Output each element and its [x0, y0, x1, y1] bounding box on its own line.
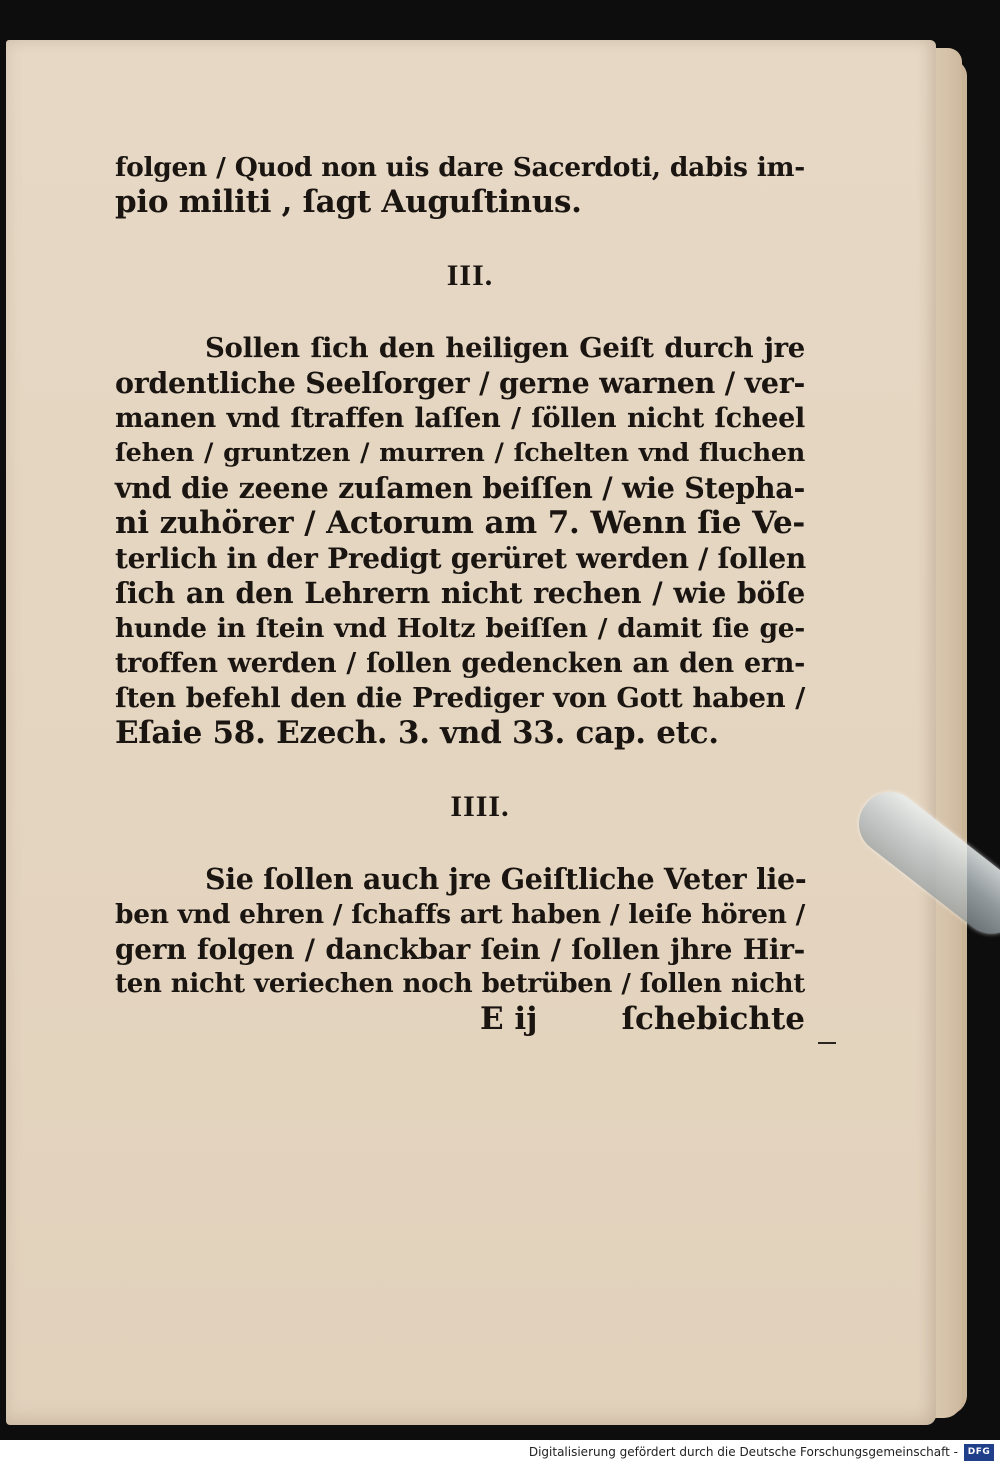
text-line: ſich an den Lehrern nicht rechen / wie böſe [115, 576, 805, 610]
text-line: ſten befehl den die Prediger von Gott haben / [115, 682, 805, 714]
text-line: pio militi , ſagt Auguſtinus. [115, 184, 582, 220]
signature-mark: E ij [480, 1001, 538, 1037]
catchword: ſchebichte [621, 1001, 805, 1037]
text-line: ten nicht veriechen noch betrüben / ſollen nicht [115, 969, 805, 999]
text-line: troffen werden / ſollen gedencken an den ern- [115, 648, 805, 679]
section-heading-3: III. [446, 259, 494, 292]
text-line: folgen / Quod non uis dare Sacerdoti, dabis im- [115, 152, 805, 183]
text-line: Sollen ſich den heiligen Geiſt durch jre [205, 332, 805, 364]
text-line: manen vnd ſtraffen laſſen / ſöllen nicht ſcheel [115, 403, 805, 434]
text-line: ben vnd ehren / ſchaffs art haben / leiſe hören / [115, 899, 805, 930]
text-line: gern folgen / danckbar ſein / ſollen jhre Hir- [115, 933, 805, 966]
page-text [115, 150, 805, 1037]
dfg-logo-icon: DFG [964, 1444, 994, 1461]
text-line: vnd die zeene zuſamen beiſſen / wie Stepha- [115, 471, 805, 505]
page-foot-line [115, 1002, 805, 1037]
text-line: Sie ſollen auch jre Geiſtliche Veter lie- [205, 862, 807, 896]
footer-bar [0, 1440, 1000, 1467]
funding-notice: Digitalisierung gefördert durch die Deutsche Forschungsgemeinschaft - [528, 1445, 958, 1459]
text-line: Eſaie 58. Ezech. 3. vnd 33. cap. etc. [115, 715, 719, 751]
margin-mark [818, 1042, 836, 1044]
text-line: ni zuhörer / Actorum am 7. Wenn ſie Ve- [115, 505, 805, 541]
section-heading-4: IIII. [450, 790, 510, 823]
text-line: ordentliche Seelſorger / gerne warnen / ver- [115, 366, 805, 400]
text-line: terlich in der Predigt gerüret werden / ſollen [115, 542, 806, 575]
text-line: ſehen / gruntzen / murren / ſchelten vnd fluchen [115, 438, 805, 468]
text-line: hunde in ſtein vnd Holtz beiſſen / damit ſie ge- [115, 613, 805, 644]
